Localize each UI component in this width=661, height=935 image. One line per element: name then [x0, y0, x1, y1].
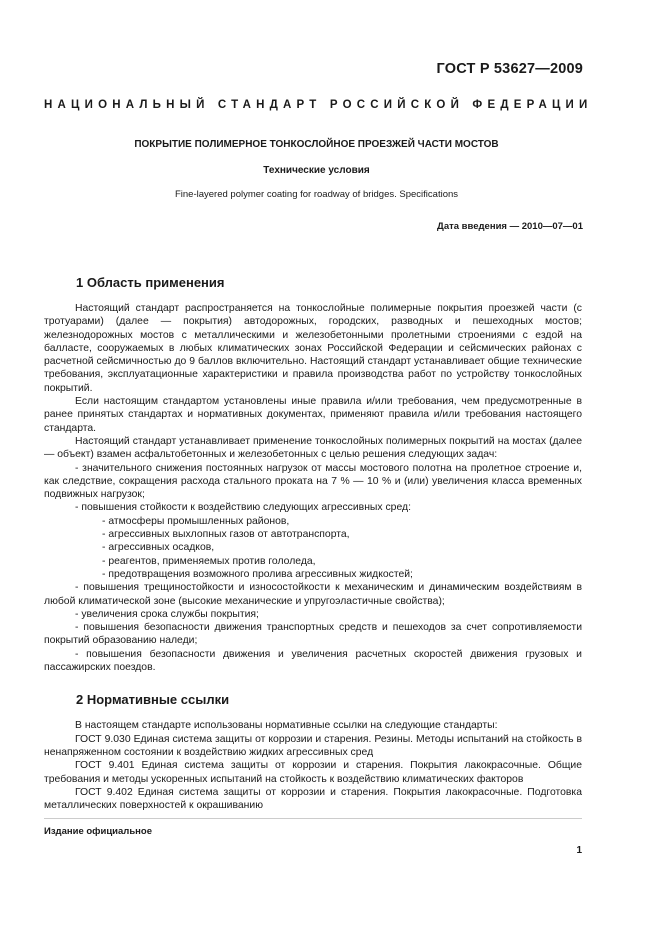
- paragraph: Настоящий стандарт устанавливает применение тонкослойных полимерных покрытий на мостах (далее — объект) взамен асфальтобетонных и железобетонных с целью решения следующих задач:: [44, 435, 582, 461]
- paragraph: Если настоящим стандартом установлены иные правила и/или требования, чем предусмотренные в ранее принятых стандартах и нормативных документах, применяют правила и/или требования настоящего стандарта.: [44, 396, 582, 434]
- national-standard-title: НАЦИОНАЛЬНЫЙ СТАНДАРТ РОССИЙСКОЙ ФЕДЕРАЦИИ: [44, 99, 593, 111]
- document-body: [44, 275, 582, 812]
- document-title: ПОКРЫТИЕ ПОЛИМЕРНОЕ ТОНКОСЛОЙНОЕ ПРОЕЗЖЕЙ ЧАСТИ МОСТОВ: [134, 139, 499, 150]
- sub-list-item: - агрессивных осадков,: [102, 542, 215, 554]
- sub-list-item: - агрессивных выхлопных газов от автотранспорта,: [102, 529, 350, 541]
- edition-label: Издание официальное: [44, 826, 152, 837]
- paragraph: Настоящий стандарт распространяется на тонкослойные полимерные покрытия проезжей части (с тротуарами) (далее — покрытия) автодорожных, городских, разводных и пешеходных мостов; железнодорожных мостов с металлическими и железобетонными пролетными строениями с ездой на балласте, сооружаемых в любых климатических зонах Российской Федерации и сейсмических районах с расчетной сейсмичностью до 9 баллов включительно. Настоящий стандарт устанавливает общие технические требования, эксплуатационные характеристики и правила производства работ по устройству тонкослойных покрытий.: [44, 303, 582, 394]
- paragraph: - повышения трещиностойкости и износостойкости к механическим и динамическим воздействиям в любой климатической зоне (высокие механические и упругоэластичные свойства);: [44, 582, 582, 607]
- sub-list-item: - реагентов, применяемых против гололеда,: [102, 555, 316, 567]
- sub-list-item: - предотвращения возможного пролива агрессивных жидкостей;: [102, 568, 413, 580]
- english-title: Fine-layered polymer coating for roadway of bridges. Specifications: [174, 189, 459, 200]
- footer-divider: [44, 818, 582, 819]
- paragraph: ГОСТ 9.401 Единая система защиты от коррозии и старения. Покрытия лакокрасочные. Общие требования и методы ускоренных испытаний на стойкость к воздействию климатических факторов: [44, 760, 582, 785]
- paragraph: - значительного снижения постоянных нагрузок от массы мостового полотна на пролетное строение и, как следствие, сокращения расхода стального проката на 7 % — 10 % и (или) увеличения класса временных подвижных нагрузок;: [44, 462, 582, 501]
- gost-number: ГОСТ Р 53627—2009: [436, 61, 583, 77]
- paragraph: - увеличения срока службы покрытия;: [75, 608, 259, 620]
- intro-date: Дата введения — 2010—07—01: [437, 221, 583, 232]
- paragraph: В настоящем стандарте использованы нормативные ссылки на следующие стандарты:: [75, 720, 498, 732]
- section-2-heading: 2 Нормативные ссылки: [76, 692, 230, 708]
- section-1-heading: 1 Область применения: [76, 275, 225, 290]
- paragraph: - повышения стойкости к воздействию следующих агрессивных сред:: [75, 502, 411, 514]
- paragraph: ГОСТ 9.402 Единая система защиты от коррозии и старения. Покрытия лакокрасочные. Подготовка металлических поверхностей к окрашиванию: [44, 786, 582, 812]
- page-number: 1: [576, 845, 582, 856]
- paragraph: ГОСТ 9.030 Единая система защиты от коррозии и старения. Резины. Методы испытаний на стойкость в ненапряженном состоянии к воздействию жидких агрессивных сред: [44, 733, 582, 758]
- paragraph: - повышения безопасности движения транспортных средств и пешеходов за счет сопротивляемости покрытий образованию наледи;: [44, 622, 582, 647]
- sub-list-item: - атмосферы промышленных районов,: [102, 515, 290, 527]
- document-subtitle: Технические условия: [263, 165, 370, 176]
- paragraph: - повышения безопасности движения и увеличения расчетных скоростей движения грузовых и пассажирских поездов.: [44, 648, 582, 674]
